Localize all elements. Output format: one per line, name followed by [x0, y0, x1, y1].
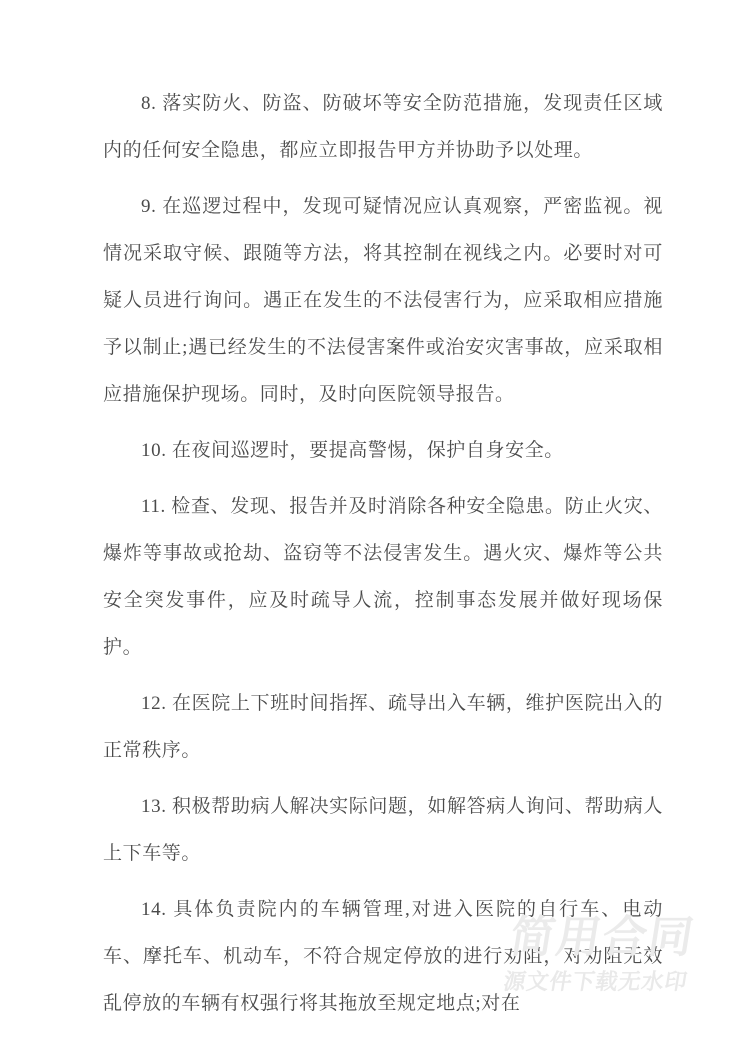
paragraph-9: 9. 在巡逻过程中，发现可疑情况应认真观察，严密监视。视情况采取守候、跟随等方法，将其控制在视线之内。必要时对可疑人员进行询问。遇正在发生的不法侵害行为，应采取相应措施予以制止;遇已经发生的不法侵害案件或治安灾害事故，应采取相应措施保护现场。同时，及时向医院领导报告。 [103, 196, 663, 405]
paragraph-10: 10. 在夜间巡逻时，要提高警惕，保护自身安全。 [141, 440, 564, 461]
paragraph-8: 8. 落实防火、防盗、防破坏等安全防范措施，发现责任区域内的任何安全隐患，都应立即报告甲方并协助予以处理。 [103, 93, 663, 161]
paragraph-12: 12. 在医院上下班时间指挥、疏导出入车辆，维护医院出入的正常秩序。 [103, 693, 663, 761]
paragraph-14: 14. 具体负责院内的车辆管理,对进入医院的自行车、电动车、摩托车、机动车，不符合规定停放的进行劝阻，对劝阻无效乱停放的车辆有权强行将其拖放至规定地点;对在 [103, 899, 663, 1014]
watermark-tagline: 源文件下载无水印 [501, 969, 690, 994]
paragraph-11: 11. 检查、发现、报告并及时消除各种安全隐患。防止火灾、爆炸等事故或抢劫、盗窃等不法侵害发生。遇火灾、爆炸等公共安全突发事件，应及时疏导人流，控制事态发展并做好现场保护。 [103, 496, 663, 658]
watermark-logo: 简用合同 [506, 913, 699, 962]
document-content [103, 80, 663, 1036]
paragraph-13: 13. 积极帮助病人解决实际问题，如解答病人询问、帮助病人上下车等。 [103, 796, 663, 864]
